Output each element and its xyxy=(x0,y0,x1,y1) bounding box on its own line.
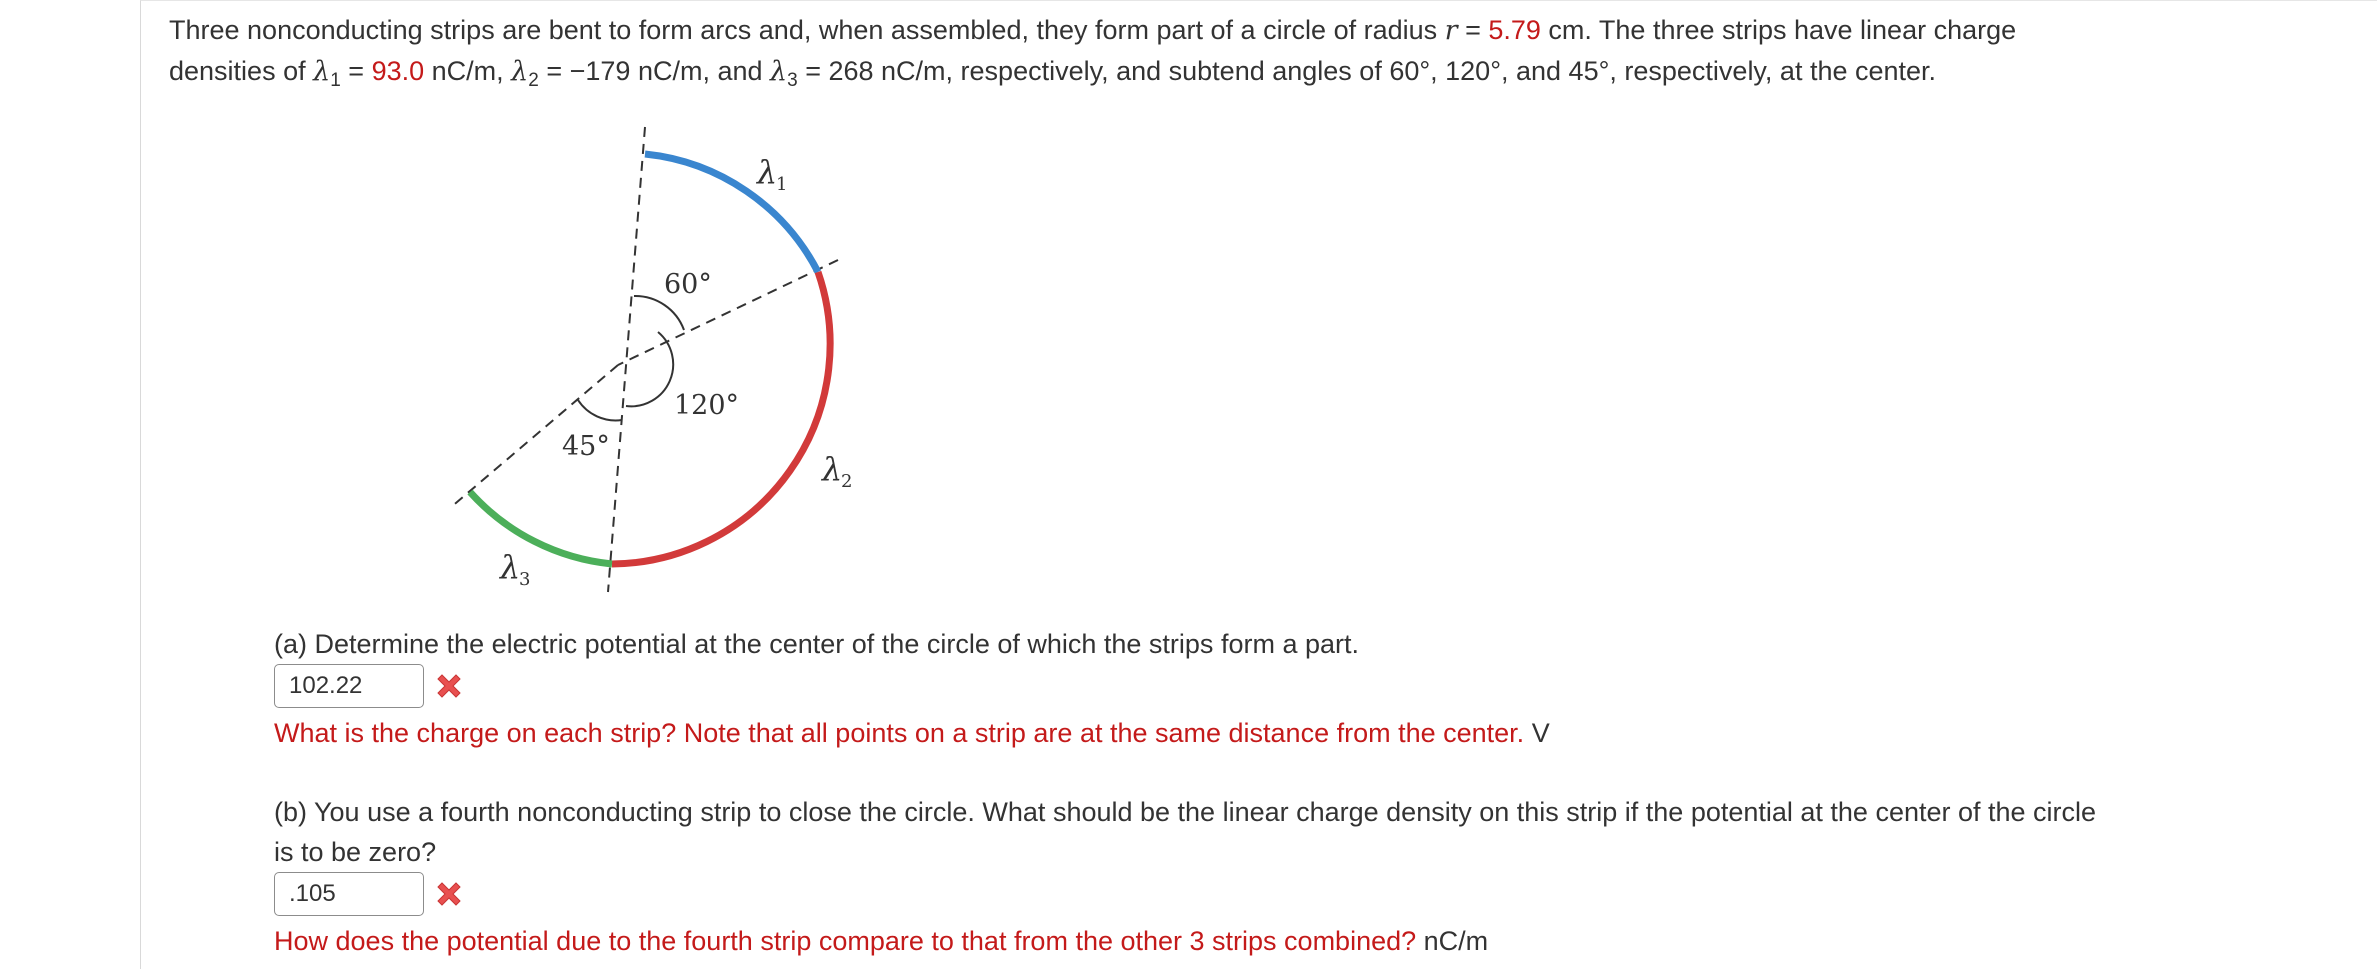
radius-value: 5.79 xyxy=(1488,15,1541,45)
arc-lambda1 xyxy=(645,154,818,272)
arc-lambda3 xyxy=(470,492,612,564)
lambda1-value: 93.0 xyxy=(371,56,425,86)
lambda3-symbol: λ xyxy=(770,56,788,87)
equals: = xyxy=(340,56,372,86)
lambda1-subscript: 1 xyxy=(330,70,341,91)
part-a-question: (a) Determine the electric potential at the center of the circle of which the strips form a part. xyxy=(274,629,1359,659)
incorrect-x-icon xyxy=(432,669,466,703)
label-lambda1: λ xyxy=(757,153,778,191)
label-lambda1-sub: 1 xyxy=(776,174,788,195)
problem-statement xyxy=(169,10,2359,101)
part-a-unit: V xyxy=(1531,718,1550,748)
lambda3-subscript: 3 xyxy=(787,70,798,91)
radius-symbol: r xyxy=(1444,15,1458,46)
label-lambda3: λ xyxy=(500,548,521,586)
label-lambda2-sub: 2 xyxy=(841,471,853,492)
lambda3-text: = 268 nC/m, respectively, and subtend angles of 60°, 120°, and 45°, respectively, at the center. xyxy=(797,56,1937,86)
label-lambda3-sub: 3 xyxy=(519,569,531,590)
vertical-dashed-line xyxy=(608,127,645,592)
part-a-answer-row xyxy=(274,664,466,708)
part-b-question-line1: (b) You use a fourth nonconducting strip to close the circle. What should be the linear charge density on this strip if the potential at the center of the circle xyxy=(274,797,2097,827)
part-a-answer-input[interactable]: 102.22 xyxy=(274,664,424,708)
part-a-hint: What is the charge on each strip? Note that all points on a strip are at the same distance from the center. xyxy=(274,718,1525,748)
lambda2-symbol: λ xyxy=(511,56,529,87)
problem-text-1: Three nonconducting strips are bent to form arcs and, when assembled, they form part of a circle of radius xyxy=(169,15,1445,45)
label-lambda2: λ xyxy=(822,450,843,488)
problem-text-3: densities of xyxy=(169,56,314,86)
equals: = xyxy=(1457,15,1489,45)
lambda1-symbol: λ xyxy=(313,56,331,87)
part-b-question-line2: is to be zero? xyxy=(274,837,437,867)
part-b-unit: nC/m xyxy=(1423,926,1489,956)
part-b-question xyxy=(274,792,2364,872)
angle-arc-60 xyxy=(634,296,684,330)
angle-label-60: 60° xyxy=(664,269,712,300)
angle-label-45: 45° xyxy=(562,431,610,462)
incorrect-x-icon xyxy=(432,877,466,911)
angle-arc-45 xyxy=(578,400,622,420)
part-b-answer-row xyxy=(274,872,466,916)
upper-dashed-line xyxy=(618,260,838,365)
problem-text-2: cm. The three strips have linear charge xyxy=(1540,15,2017,45)
lambda2-text: = −179 nC/m, and xyxy=(538,56,771,86)
lambda2-subscript: 2 xyxy=(528,70,539,91)
part-a-feedback xyxy=(274,713,1550,753)
part-b-answer-input[interactable]: .105 xyxy=(274,872,424,916)
angle-label-120: 120° xyxy=(674,390,740,421)
arc-diagram xyxy=(430,110,870,600)
lambda1-unit: nC/m, xyxy=(424,56,512,86)
part-b-feedback xyxy=(274,921,1488,961)
part-b-hint: How does the potential due to the fourth strip compare to that from the other 3 strips combined? xyxy=(274,926,1417,956)
